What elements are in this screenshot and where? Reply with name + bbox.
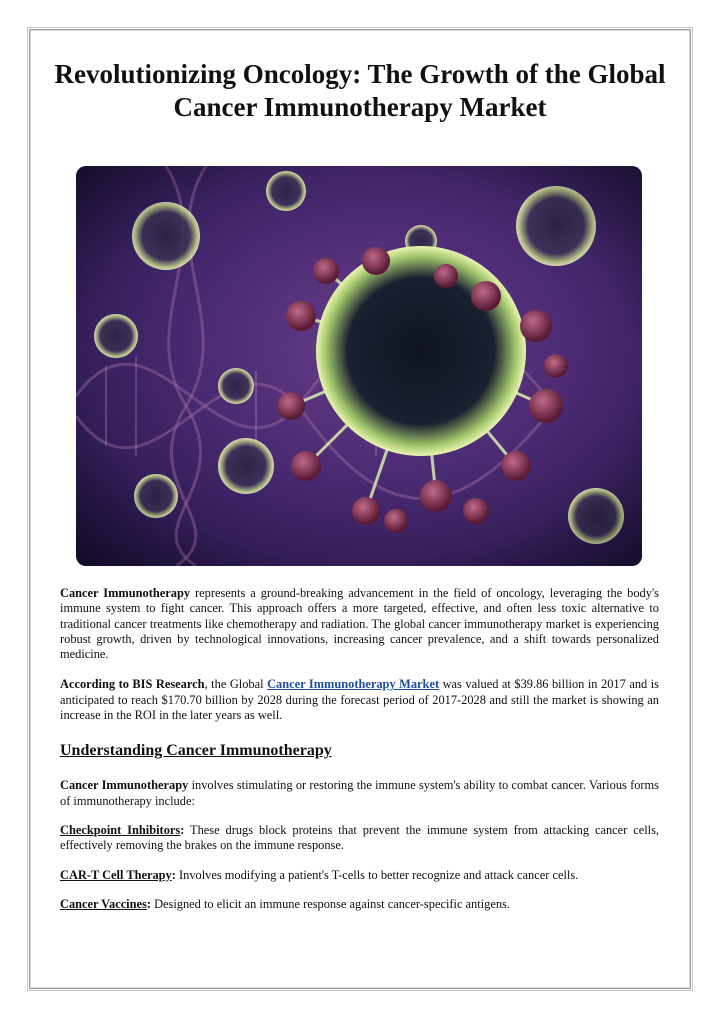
- item-text: Designed to elicit an immune response against cancer-specific antigens.: [150, 896, 510, 911]
- intro-paragraph: [60, 586, 659, 662]
- section-lead-text: involves stimulating or restoring the immune system's ability to combat cancer. Various forms of immunotherapy include:: [60, 778, 659, 808]
- item-term: Cancer Vaccines: [60, 896, 147, 911]
- section-heading: Understanding Cancer Immunotherapy: [60, 742, 332, 760]
- item-text: These drugs block proteins that prevent the immune system from attacking cancer cells, effectively removing the brakes on the immune response.: [60, 822, 659, 853]
- market-post: was valued at $39.86 billion in 2017 and is anticipated to reach $170.70 billion by 2028 during the forecast period of 2017-2028 and still the market is showing an increase in the ROI in the later years as well.: [60, 677, 659, 723]
- market-paragraph: [60, 677, 659, 723]
- article-body: [60, 586, 659, 912]
- market-link[interactable]: Cancer Immunotherapy Market: [267, 677, 440, 692]
- market-pre: , the Global: [204, 677, 268, 692]
- item-colon: :: [171, 867, 176, 882]
- intro-text: represents a ground-breaking advancement in the field of oncology, leveraging the body's immune system to fight cancer. This approach offers a more targeted, effective, and often less toxic alternative to traditional cancer treatments like chemotherapy and radiation. The global cancer immunotherapy market is experiencing robust growth, driven by technological innovations, increasing cancer prevalence, and a shift towards personalized medicine.: [60, 586, 660, 662]
- item-term: Checkpoint Inhibitors: [60, 822, 181, 837]
- virus-illustration: [76, 166, 642, 566]
- market-source: According to BIS Research: [60, 677, 205, 692]
- item-colon: :: [146, 896, 151, 911]
- intro-term: Cancer Immunotherapy: [60, 586, 191, 600]
- section-lead: [60, 778, 659, 809]
- list-item-cart: [60, 868, 659, 883]
- item-text: Involves modifying a patient's T-cells to better recognize and attack cancer cells.: [175, 867, 579, 882]
- item-colon: :: [180, 822, 185, 837]
- item-term: CAR-T Cell Therapy: [60, 867, 172, 882]
- list-item-checkpoint: [60, 823, 659, 854]
- section-lead-term: Cancer Immunotherapy: [60, 778, 189, 793]
- list-item-vaccines: [60, 897, 659, 912]
- hero-image: [76, 166, 642, 566]
- page-title: Revolutionizing Oncology: The Growth of the Global Cancer Immunotherapy Market: [54, 59, 666, 122]
